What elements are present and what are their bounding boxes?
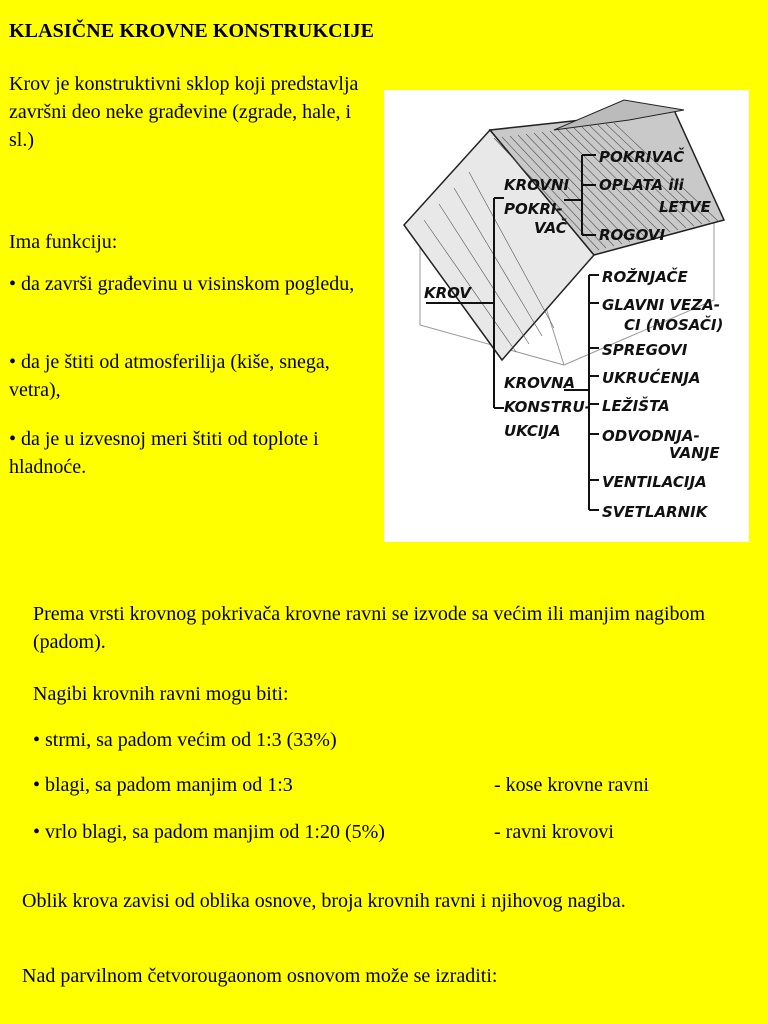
diagram-label-branch1: POKRI-: [504, 200, 563, 218]
intro-paragraph: Krov je konstruktivni sklop koji predstavlja završni deo neke građevine (zgrade, hale, i sl.): [9, 73, 359, 151]
diagram-item: ROŽNJAČE: [602, 268, 688, 286]
slope-intro-paragraph: Prema vrsti krovnog pokrivača krovne ravni se izvode sa većim ili manjim nagibom (padom).: [33, 603, 706, 653]
diagram-item: LEŽIŠTA: [602, 397, 670, 415]
diagram-item: UKRUĆENJA: [602, 369, 701, 387]
diagram-item: ROGOVI: [599, 226, 666, 244]
diagram-label-branch2: KONSTRU-: [504, 398, 591, 416]
slope-item: • blagi, sa padom manjim od 1:3: [33, 774, 293, 796]
diagram-item: LETVE: [659, 198, 711, 216]
diagram-label-branch2: UKCIJA: [504, 422, 561, 440]
diagram-label-branch1: VAČ: [534, 219, 567, 237]
diagram-item: ODVODNJA-: [602, 427, 700, 445]
shape-paragraph: Oblik krova zavisi od oblika osnove, broja krovnih ravni i njihovog nagiba.: [22, 890, 626, 912]
diagram-label-branch2: KROVNA: [504, 374, 576, 392]
diagram-label-root: KROV: [424, 284, 471, 302]
diagram-item: OPLATA ili: [599, 176, 684, 194]
diagram-item: CI (NOSAČI): [624, 316, 724, 334]
diagram-item: SPREGOVI: [602, 341, 688, 359]
diagram-label-branch1: KROVNI: [504, 176, 570, 194]
function-item: • da završi građevinu u visinskom pogledu,: [9, 273, 355, 295]
slope-note: - ravni krovovi: [494, 821, 614, 843]
slope-item: • strmi, sa padom većim od 1:3 (33%): [33, 729, 337, 751]
function-item: • da je štiti od atmosferilija (kiše, snega, vetra),: [9, 351, 330, 401]
function-item: • da je u izvesnoj meri štiti od toplote i hladnoće.: [9, 428, 319, 478]
diagram-item: VANJE: [669, 444, 720, 462]
slope-heading: Nagibi krovnih ravni mogu biti:: [33, 683, 289, 705]
roof-diagram: [384, 90, 749, 542]
slope-item: • vrlo blagi, sa padom manjim od 1:20 (5%): [33, 821, 385, 843]
diagram-item: GLAVNI VEZA-: [602, 296, 720, 314]
diagram-item: POKRIVAČ: [599, 148, 685, 166]
diagram-item: SVETLARNIK: [602, 503, 708, 521]
functions-heading: Ima funkciju:: [9, 231, 118, 253]
slope-note: - kose krovne ravni: [494, 774, 649, 796]
page-title: KLASIČNE KROVNE KONSTRUKCIJE: [9, 20, 375, 42]
base-paragraph: Nad parvilnom četvorougaonom osnovom može se izraditi:: [22, 965, 498, 987]
diagram-item: VENTILACIJA: [602, 473, 707, 491]
